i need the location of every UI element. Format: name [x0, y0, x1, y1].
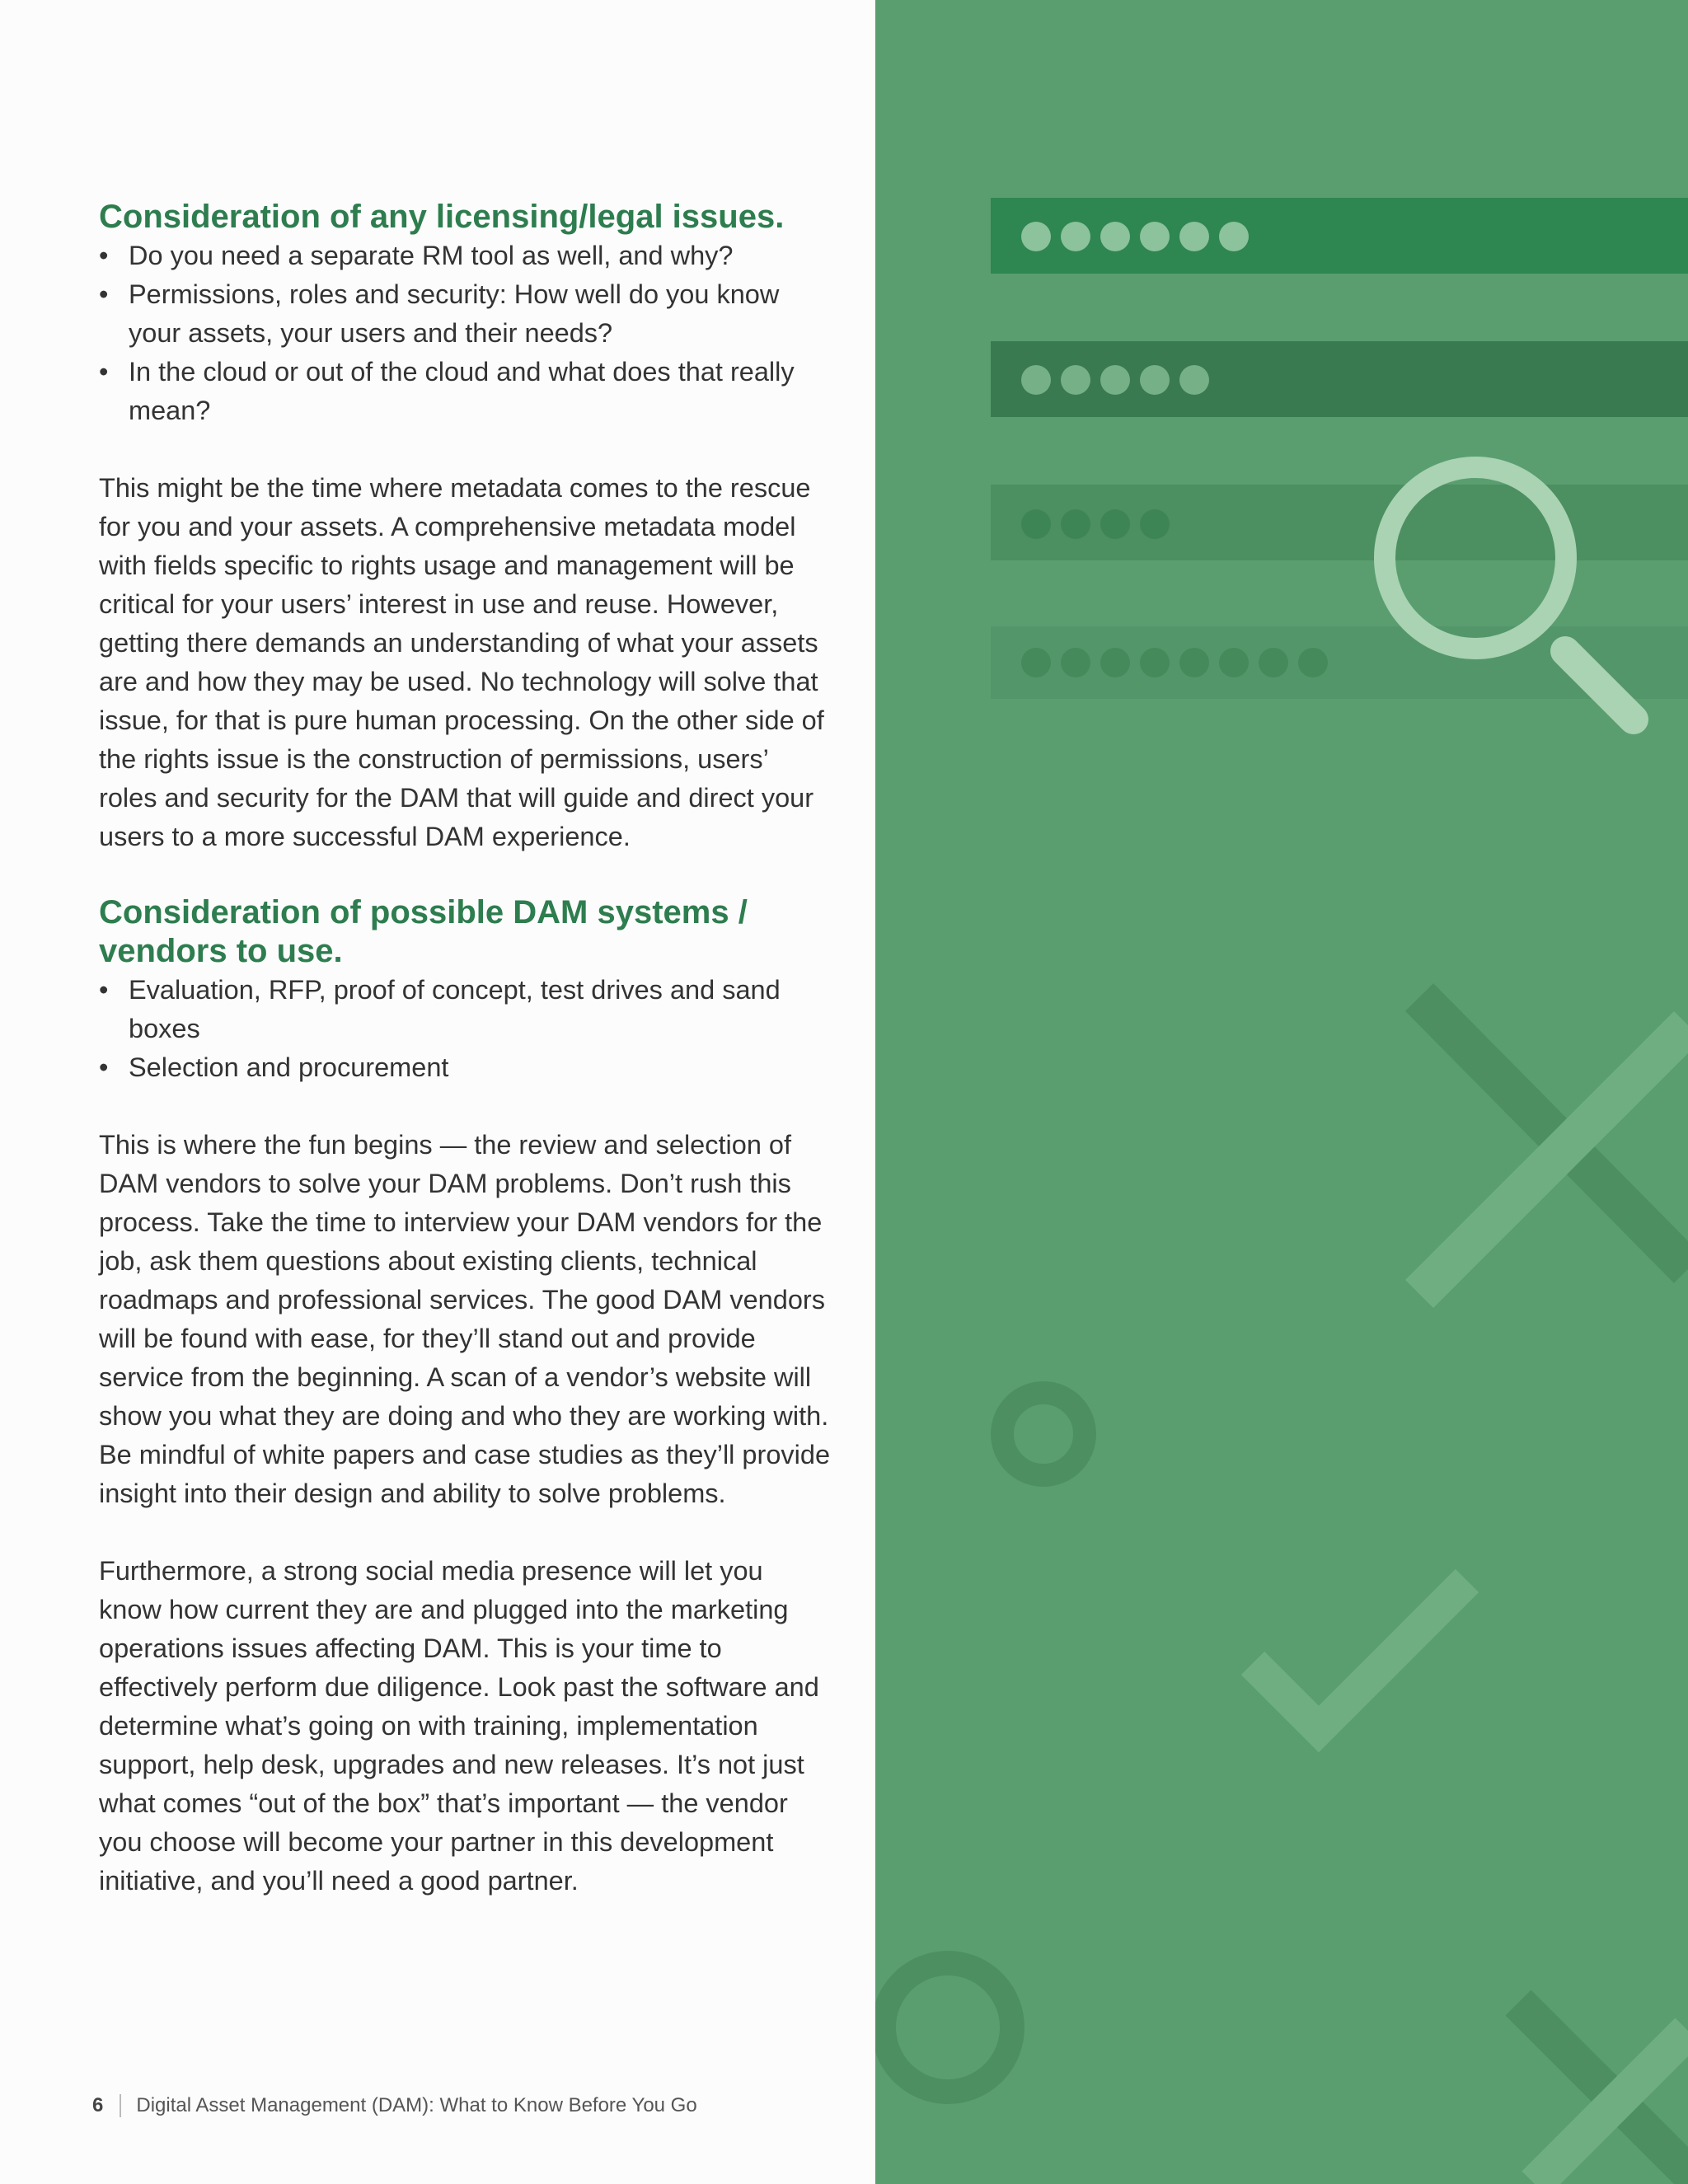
page-number: 6 [92, 2094, 104, 2116]
footer-title: Digital Asset Management (DAM): What to Know Before You Go [136, 2094, 697, 2116]
bullet-item: • Evaluation, RFP, proof of concept, test drives and sand boxes [99, 971, 832, 1048]
page-footer [92, 2094, 697, 2117]
panel-background [875, 0, 1688, 2184]
paragraph: This is where the fun begins — the review and selection of DAM vendors to solve your DAM problems. Don’t rush this process. Take the time to interview your DAM vendors for the job, ask them questions about existing clients, technical roadmaps and professional services. The good DAM vendors will be found with ease, for they’ll stand out and provide service from the beginning. A scan of a vendor’s website will show you what they are doing and who they are working with. Be mindful of white papers and case studies as they’ll provide insight into their design and ability to solve problems. [99, 1130, 831, 1508]
search-bar-icon [991, 485, 1688, 560]
decorative-panel [875, 0, 1688, 2184]
decorative-illustration [875, 0, 1688, 2184]
section-heading-licensing: Consideration of any licensing/legal issues. [99, 199, 785, 235]
section-heading-vendors: Consideration of possible DAM systems / vendors to use. [99, 894, 748, 969]
search-bar-icon [991, 198, 1688, 274]
paragraph: Furthermore, a strong social media presence will let you know how current they are and plugged into the marketing operations issues affecting DAM. This is your time to effectively perform due diligence. Look past the software and determine what’s going on with training, implementation support, help desk, upgrades and new releases. It’s not just what comes “out of the box” that’s important — the vendor you choose will become your partner in this development initiative, and you’ll need a good partner. [99, 1556, 819, 1896]
paragraph: This might be the time where metadata comes to the rescue for you and your assets. A comprehensive metadata model with fields specific to rights usage and management will be critical for your users’ interest in use and reuse. However, getting there demands an understanding of what your assets are and how they may be used. No technology will solve that issue, for that is pure human processing. On the other side of the rights issue is the construction of permissions, users’ roles and security for the DAM that will guide and direct your users to a more successful DAM experience. [99, 473, 824, 851]
article-body [99, 198, 832, 1900]
bullet-item: • Permissions, roles and security: How well do you know your assets, your users and their needs? [99, 275, 832, 353]
bullet-item: • In the cloud or out of the cloud and what does that really mean? [99, 353, 832, 430]
bullet-item: • Do you need a separate RM tool as well, and why? [99, 237, 832, 275]
search-bar-icon [991, 341, 1688, 417]
bullet-list-licensing [99, 237, 832, 430]
footer-divider [120, 2094, 121, 2117]
bullet-list-vendors [99, 971, 832, 1087]
bullet-item: • Selection and procurement [99, 1048, 832, 1087]
